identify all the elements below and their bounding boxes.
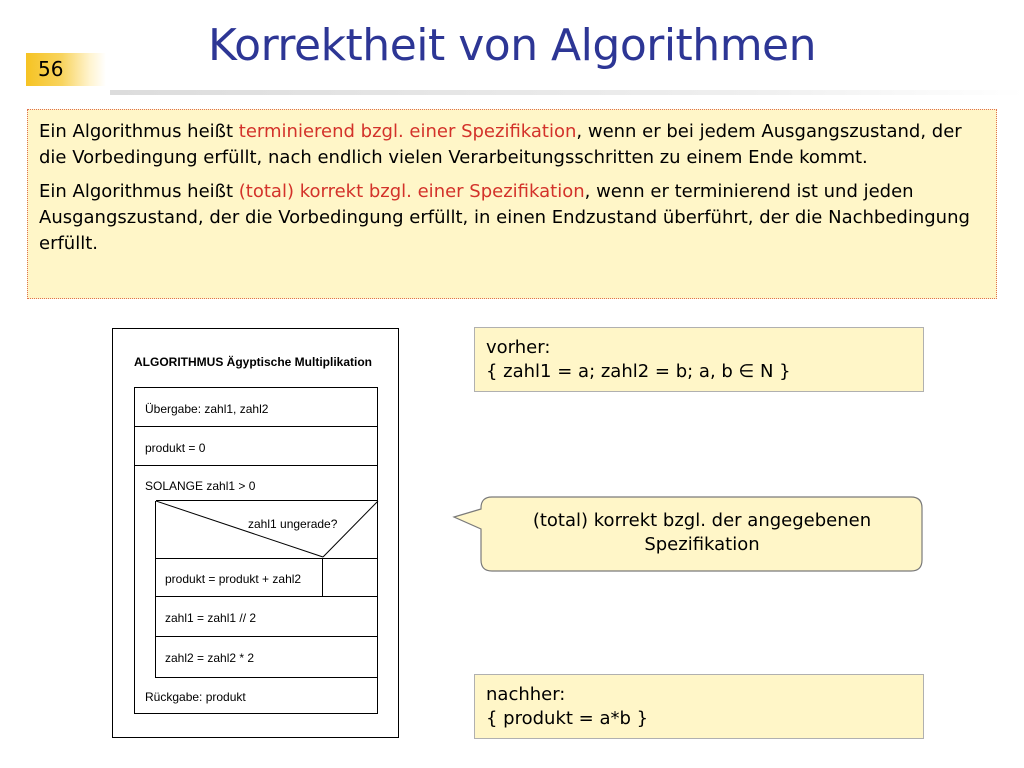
structogram-loop: SOLANGE zahl1 > 0 bbox=[145, 479, 256, 493]
structogram-input bbox=[135, 388, 377, 427]
slide-number: 56 bbox=[26, 53, 106, 86]
definition-korrekt bbox=[39, 179, 984, 257]
precondition-label: vorher: bbox=[486, 337, 551, 358]
callout-line1: (total) korrekt bzgl. der angegebenen bbox=[532, 510, 872, 531]
definition-text: Ein Algorithmus heißt bbox=[39, 181, 239, 202]
callout-text bbox=[482, 509, 922, 557]
precondition-expr: { zahl1 = a; zahl2 = b; a, b ∈ N } bbox=[486, 361, 791, 382]
title-divider bbox=[110, 90, 1024, 95]
structogram-input-text: Übergabe: zahl1, zahl2 bbox=[145, 402, 269, 416]
definition-text: , wenn er terminierend ist und jeden Ausgangszustand, der die Vorbedingung erfüllt, in einen Endzustand überführt, der die Nachbedingung erfüllt. bbox=[39, 181, 970, 254]
structogram-condition bbox=[156, 500, 377, 559]
definition-term: terminierend bzgl. einer Spezifikation bbox=[238, 121, 577, 142]
page-title: Korrektheit von Algorithmen bbox=[207, 20, 817, 71]
step1-text: zahl1 = zahl1 // 2 bbox=[165, 611, 257, 625]
postcondition-expr: { produkt = a*b } bbox=[486, 708, 649, 729]
structogram-loop-body bbox=[155, 501, 377, 678]
structogram-step1 bbox=[156, 597, 377, 637]
definition-box bbox=[27, 109, 997, 299]
structogram-branch bbox=[156, 558, 377, 597]
definition-term: (total) korrekt bzgl. einer Spezifikation bbox=[238, 181, 585, 202]
callout-bubble bbox=[452, 495, 924, 573]
condition-text: zahl1 ungerade? bbox=[248, 517, 338, 531]
definition-terminierend bbox=[39, 119, 984, 171]
structogram-output: Rückgabe: produkt bbox=[145, 690, 246, 704]
definition-text: , wenn er bei jedem Ausgangszustand, der die Vorbedingung erfüllt, nach endlich vielen Verarbeitungsschritten zu einem Ende kommt. bbox=[39, 121, 962, 168]
branch-true-text: produkt = produkt + zahl2 bbox=[165, 572, 302, 586]
structogram-title: ALGORITHMUS Ägyptische Multiplikation bbox=[134, 355, 373, 369]
structogram bbox=[112, 328, 399, 738]
branch-divider bbox=[322, 558, 323, 596]
structogram-frame bbox=[134, 387, 378, 714]
structogram-init bbox=[135, 427, 377, 466]
postcondition-label: nachher: bbox=[486, 684, 566, 705]
definition-text: Ein Algorithmus heißt bbox=[39, 121, 239, 142]
callout-line2: Spezifikation bbox=[644, 534, 760, 555]
postcondition-box bbox=[474, 674, 924, 739]
structogram-init-text: produkt = 0 bbox=[145, 441, 206, 455]
step2-text: zahl2 = zahl2 * 2 bbox=[165, 651, 255, 665]
precondition-box bbox=[474, 327, 924, 392]
structogram-step2 bbox=[156, 637, 377, 678]
